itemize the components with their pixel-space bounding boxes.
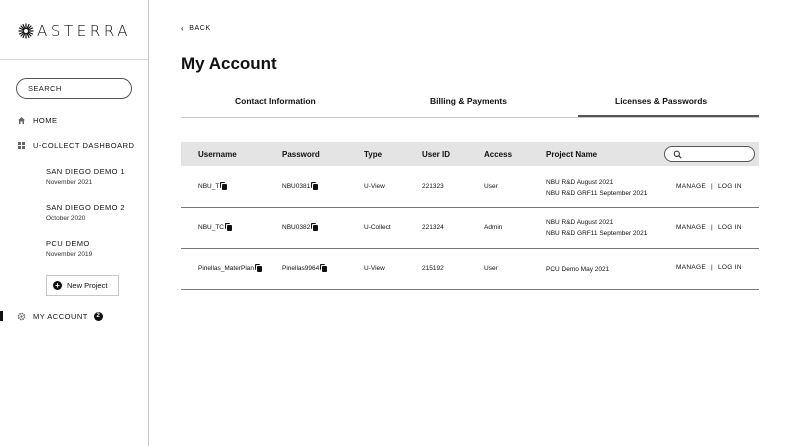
project-name-line: PCU Demo May 2021 [546,266,610,273]
notification-badge: 2 [94,312,103,321]
copy-icon[interactable] [222,184,227,190]
password-value: Pinellas9964 [282,265,320,272]
password-cell [282,224,318,231]
column-header-user-id[interactable]: User ID [422,150,451,159]
sidebar [0,0,149,446]
grid-icon [17,141,26,150]
sidebar-item-label: HOME [33,116,58,125]
sidebar-item-home[interactable] [17,116,58,125]
asterra-star-icon [18,23,34,39]
project-date: November 2019 [46,251,93,258]
project-name: SAN DIEGO DEMO 2 [46,203,125,212]
column-header-project-name[interactable]: Project Name [546,150,598,159]
table-row [181,249,759,290]
username-cell [198,224,232,231]
username-cell [198,183,227,190]
table-header [181,142,759,166]
column-header-access[interactable]: Access [484,150,513,159]
project-name: SAN DIEGO DEMO 1 [46,167,125,176]
sidebar-project-item[interactable] [46,167,125,186]
sidebar-project-item[interactable] [46,239,92,258]
column-header-username[interactable]: Username [198,150,237,159]
access-cell: Admin [484,224,503,231]
copy-icon[interactable] [313,184,318,190]
user-id-cell: 221323 [422,183,444,190]
action-separator: | [710,264,713,271]
access-cell: User [484,183,498,190]
password-cell [282,265,327,272]
home-icon [17,116,26,125]
project-name: PCU DEMO [46,239,90,248]
project-date: November 2021 [46,179,93,186]
sidebar-item-label: U-COLLECT DASHBOARD [33,141,135,150]
active-tab-indicator [578,115,759,117]
column-header-password[interactable]: Password [282,150,320,159]
new-project-button[interactable] [46,275,119,296]
back-link[interactable] [181,24,211,33]
password-value: NBU0382 [282,224,311,231]
row-actions [676,224,742,231]
back-label: BACK [189,25,211,32]
brand-logo[interactable] [18,22,131,40]
tab-bar [181,96,759,118]
sidebar-project-item[interactable] [46,203,125,222]
copy-icon[interactable] [227,225,232,231]
active-indicator [0,311,3,321]
tab-licenses-passwords[interactable]: Licenses & Passwords [615,96,708,106]
login-link[interactable]: LOG IN [717,224,742,231]
copy-icon[interactable] [313,225,318,231]
sidebar-search-input[interactable] [16,78,132,99]
project-name-line: NBU R&D GRF11 September 2021 [546,230,648,237]
search-icon [673,150,682,159]
project-name-cell [546,264,609,275]
sidebar-item-dashboard[interactable] [17,141,134,150]
table-row [181,208,759,249]
sidebar-item-my-account[interactable] [17,312,103,321]
password-cell [282,183,318,190]
gear-icon [17,312,26,321]
new-project-label: New Project [67,281,108,290]
table-row [181,166,759,208]
search-label: SEARCH [28,84,62,93]
action-separator: | [710,224,713,231]
access-cell: User [484,265,498,272]
row-actions [676,183,742,190]
login-link[interactable]: LOG IN [717,183,742,190]
username-value: NBU_TC [198,224,225,231]
manage-link[interactable]: MANAGE [676,264,706,271]
password-value: NBU0381 [282,183,311,190]
project-date: October 2020 [46,215,86,222]
manage-link[interactable]: MANAGE [676,224,706,231]
project-name-line: NBU R&D GRF11 September 2021 [546,190,648,197]
page-title: My Account [181,54,277,73]
sidebar-item-label: MY ACCOUNT [33,312,88,321]
manage-link[interactable]: MANAGE [676,183,706,190]
username-value: Pinellas_MaterPlan [198,265,255,272]
brand-name: ASTERRA [37,22,132,40]
login-link[interactable]: LOG IN [717,264,742,271]
user-id-cell: 221324 [422,224,444,231]
column-header-type[interactable]: Type [364,150,383,159]
table-search-input[interactable] [664,146,755,162]
copy-icon[interactable] [322,266,327,272]
project-name-line: NBU R&D August 2021 [546,219,614,226]
row-actions [676,264,742,271]
username-cell [198,265,262,272]
type-cell: U-View [364,183,385,190]
user-id-cell: 215192 [422,265,444,272]
tab-billing-payments[interactable]: Billing & Payments [430,96,507,106]
project-name-line: NBU R&D August 2021 [546,179,614,186]
plus-icon: + [53,281,62,290]
project-name-cell [546,177,647,199]
type-cell: U-Collect [364,224,391,231]
username-value: NBU_T [198,183,220,190]
tab-contact-information[interactable]: Contact Information [235,96,316,106]
action-separator: | [710,183,713,190]
chevron-left-icon: ‹ [181,24,185,33]
sidebar-divider [0,59,148,60]
copy-icon[interactable] [257,266,262,272]
project-name-cell [546,217,647,239]
type-cell: U-View [364,265,385,272]
